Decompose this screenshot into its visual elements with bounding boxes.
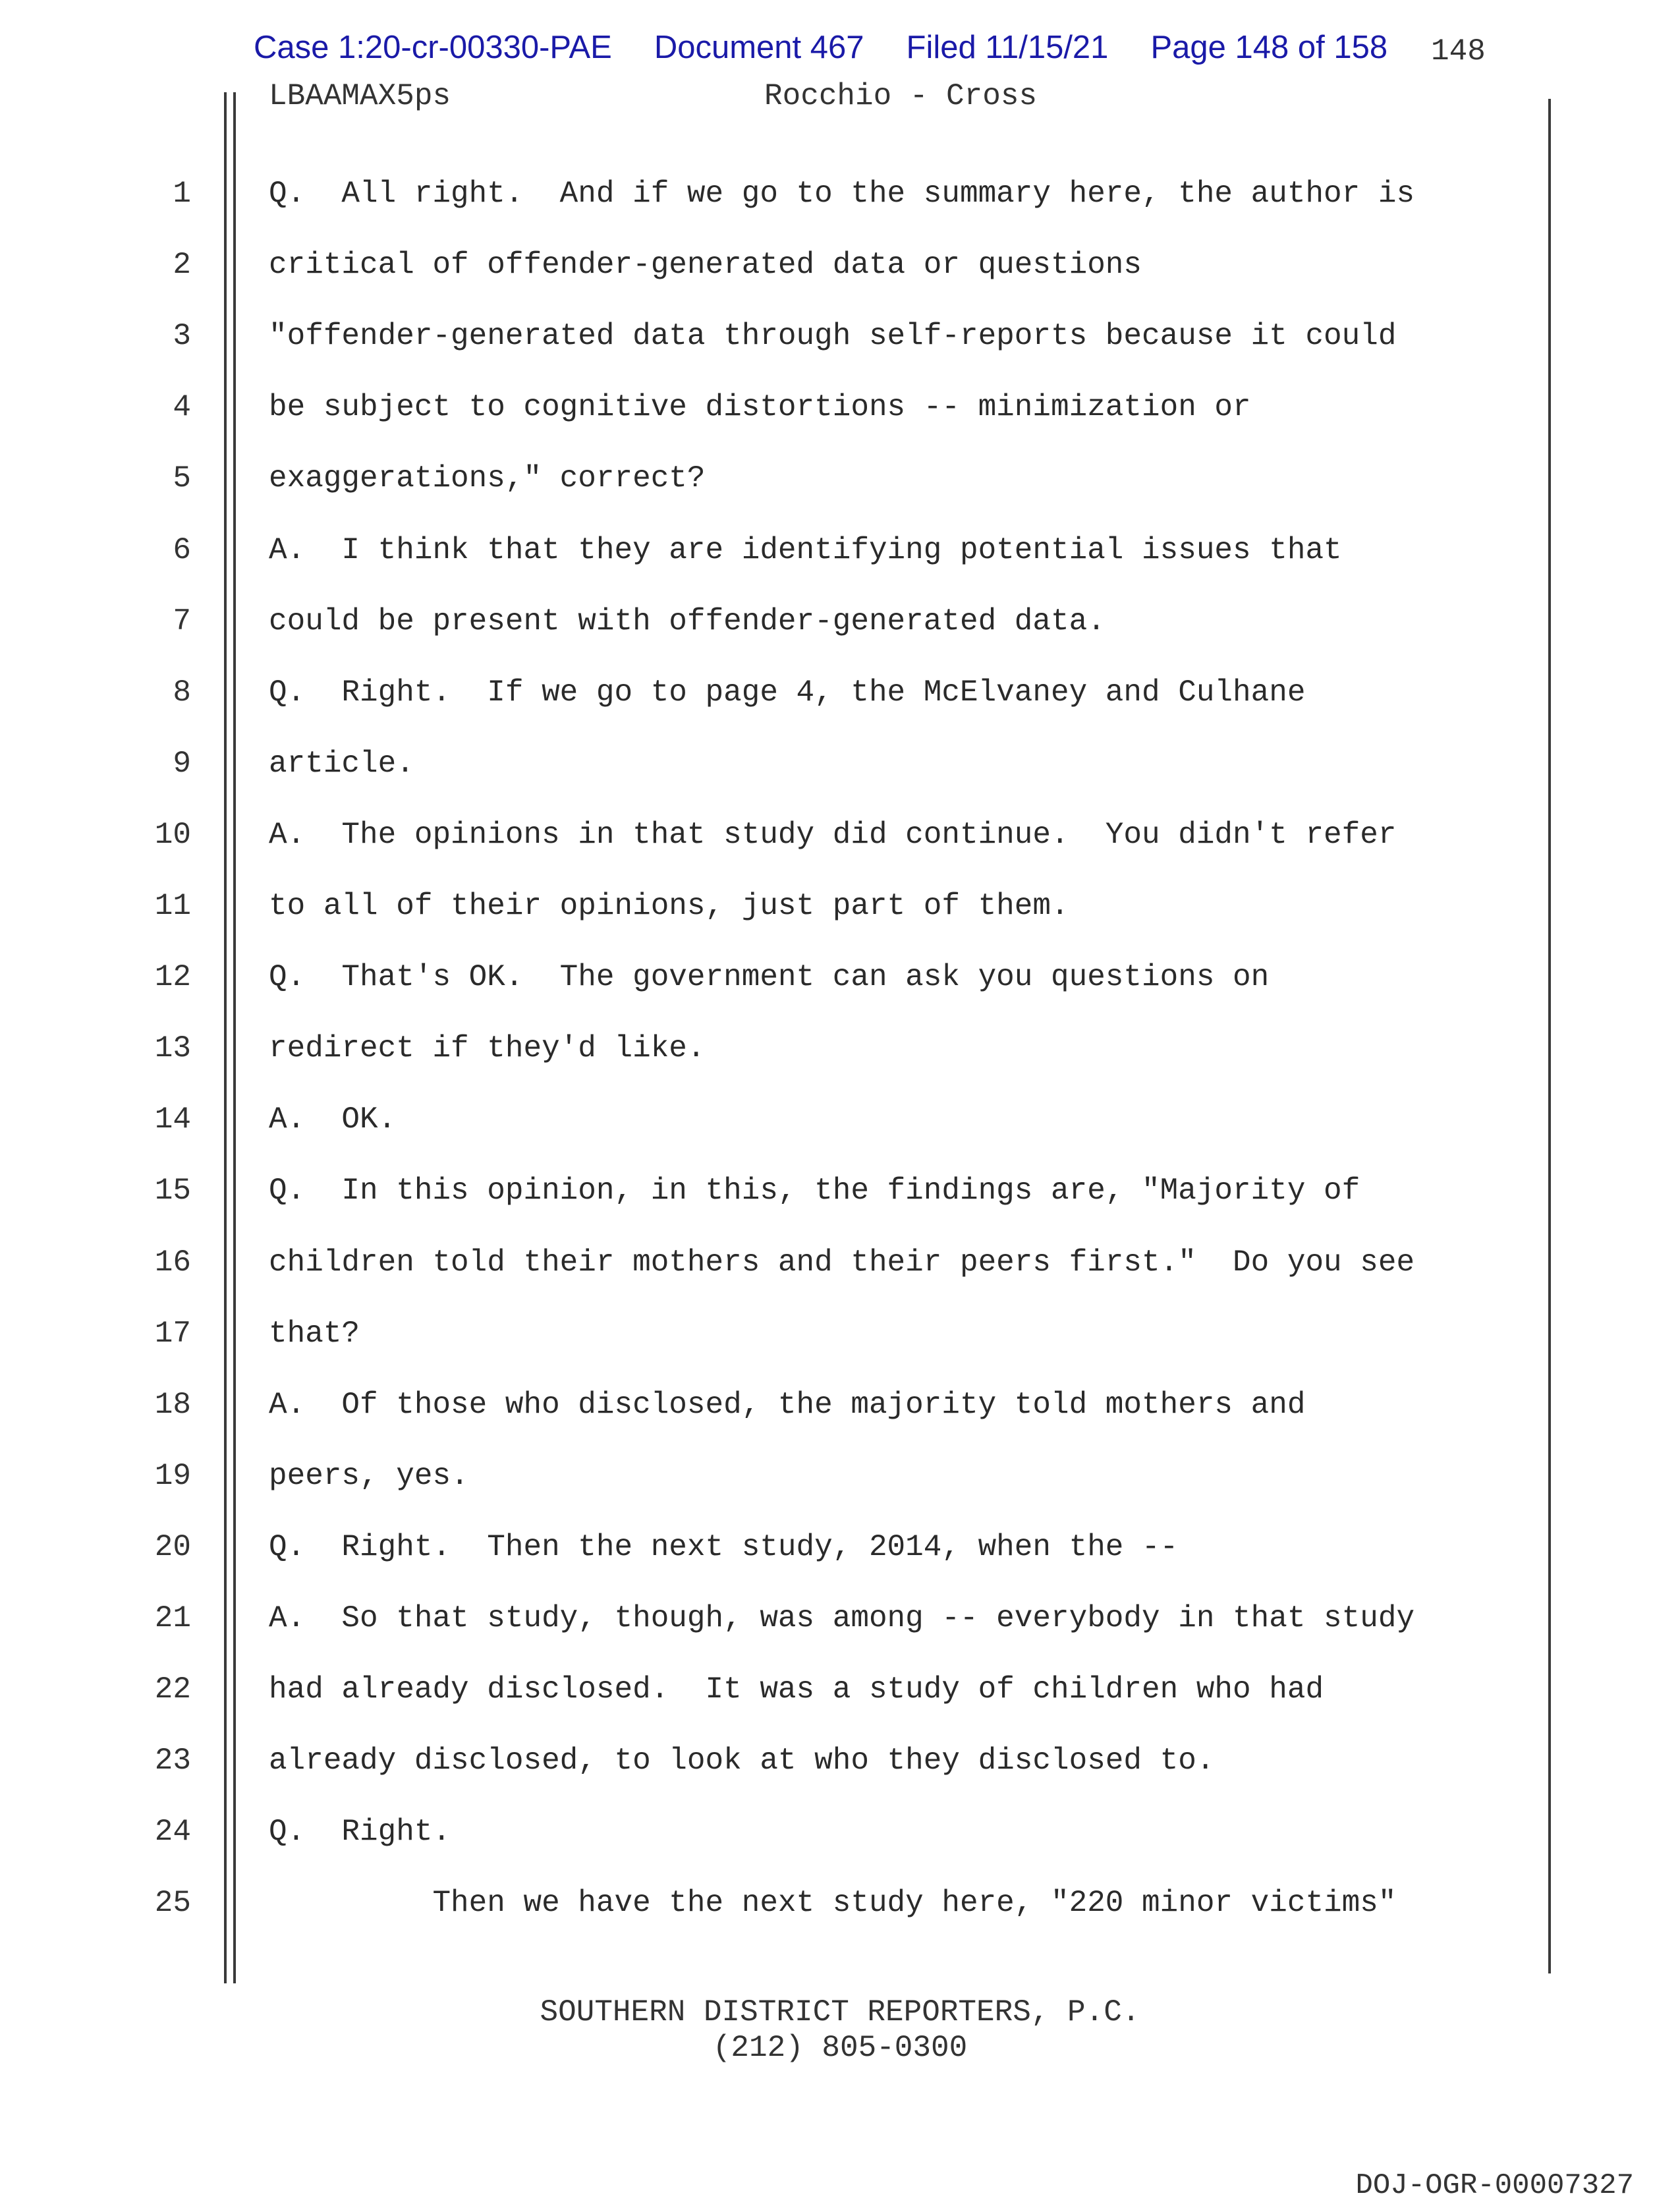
line-number: 15: [154, 1174, 191, 1208]
line-number: 11: [154, 889, 191, 923]
transcript-page-number: 148: [1431, 34, 1486, 69]
line-number: 8: [173, 675, 191, 710]
transcript-line: peers, yes.: [269, 1459, 469, 1493]
line-number: 9: [173, 747, 191, 781]
filing-date: Filed 11/15/21: [906, 30, 1109, 65]
transcript-line: Q. Right. Then the next study, 2014, when the --: [269, 1530, 1179, 1564]
transcript-line: A. So that study, though, was among -- everybody in that study: [269, 1601, 1415, 1635]
line-number: 14: [154, 1102, 191, 1137]
transcript-line: Q. In this opinion, in this, the findings are, "Majority of: [269, 1174, 1360, 1208]
transcript-line: children told their mothers and their peers first." Do you see: [269, 1245, 1415, 1280]
line-number: 4: [173, 390, 191, 424]
line-number: 12: [154, 960, 191, 994]
transcript-line: redirect if they'd like.: [269, 1031, 706, 1065]
line-number: 5: [173, 461, 191, 496]
transcript-line: critical of offender-generated data or questions: [269, 248, 1142, 282]
transcript-line: Q. Right.: [269, 1815, 451, 1849]
line-number: 1: [173, 177, 191, 211]
transcript-line: article.: [269, 747, 414, 781]
filing-case-number: Case 1:20-cr-00330-PAE: [254, 30, 612, 65]
transcript-line: already disclosed, to look at who they disclosed to.: [269, 1744, 1215, 1778]
line-number: 3: [173, 319, 191, 353]
filing-page: Page 148 of 158: [1150, 30, 1388, 65]
transcript-line: to all of their opinions, just part of them.: [269, 889, 1069, 923]
transcript-line: Q. Right. If we go to page 4, the McElvaney and Culhane: [269, 675, 1306, 710]
filing-header: [254, 29, 1397, 66]
line-number: 6: [173, 533, 191, 567]
transcript-case-code: LBAAMAX5ps: [269, 79, 451, 113]
transcript-line: A. OK.: [269, 1102, 397, 1137]
transcript-line: A. I think that they are identifying potential issues that: [269, 533, 1342, 567]
transcript-line: A. Of those who disclosed, the majority told mothers and: [269, 1388, 1306, 1422]
line-number: 25: [154, 1886, 191, 1920]
transcript-line: had already disclosed. It was a study of children who had: [269, 1672, 1324, 1707]
line-number: 7: [173, 604, 191, 638]
transcript-line: exaggerations," correct?: [269, 461, 706, 496]
line-number: 23: [154, 1744, 191, 1778]
transcript-line: be subject to cognitive distortions -- minimization or: [269, 390, 1251, 424]
line-number: 10: [154, 818, 191, 852]
transcript-line: A. The opinions in that study did continue. You didn't refer: [269, 818, 1397, 852]
line-number: 20: [154, 1530, 191, 1564]
line-number: 17: [154, 1317, 191, 1351]
transcript-line: Q. All right. And if we go to the summary here, the author is: [269, 177, 1415, 211]
filing-document-number: Document 467: [654, 30, 864, 65]
line-number: 16: [154, 1245, 191, 1280]
transcript-line: that?: [269, 1317, 360, 1351]
transcript-witness-heading: Rocchio - Cross: [764, 79, 1038, 113]
line-number: 13: [154, 1031, 191, 1065]
transcript-line: Q. That's OK. The government can ask you questions on: [269, 960, 1270, 994]
right-margin-rule: [1548, 99, 1551, 1973]
left-margin-rule-inner: [233, 92, 236, 1983]
transcript-line: Then we have the next study here, "220 minor victims": [269, 1886, 1397, 1920]
line-number: 21: [154, 1601, 191, 1635]
line-number: 24: [154, 1815, 191, 1849]
line-number: 2: [173, 248, 191, 282]
line-number: 18: [154, 1388, 191, 1422]
line-number: 19: [154, 1459, 191, 1493]
transcript-line: "offender-generated data through self-reports because it could: [269, 319, 1397, 353]
left-margin-rule-outer: [224, 92, 227, 1983]
footer-phone: (212) 805-0300: [712, 2031, 968, 2065]
line-number: 22: [154, 1672, 191, 1707]
footer-reporter: SOUTHERN DISTRICT REPORTERS, P.C.: [540, 1995, 1140, 2029]
transcript-line: could be present with offender-generated data.: [269, 604, 1106, 638]
bates-number: DOJ-OGR-00007327: [1355, 2169, 1634, 2202]
